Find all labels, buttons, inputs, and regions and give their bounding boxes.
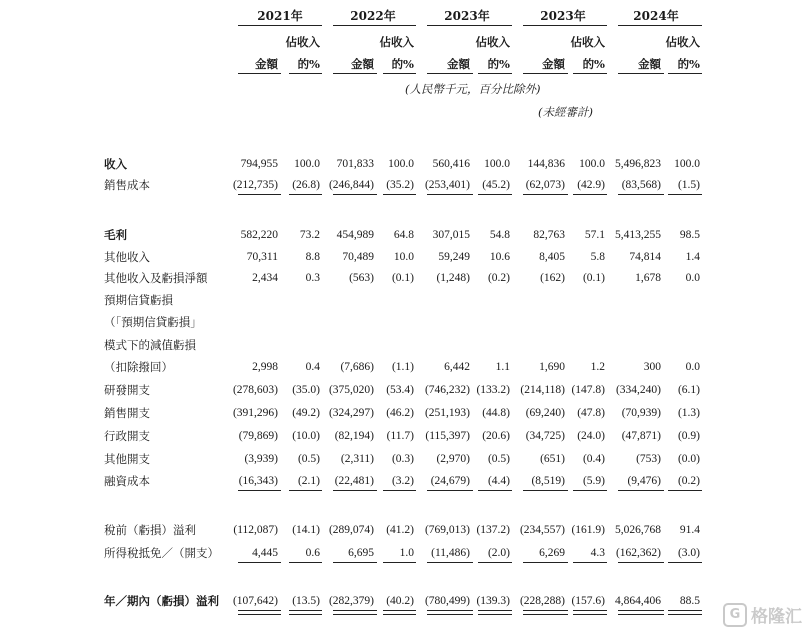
year-underline (238, 25, 322, 26)
table-cell: (651) (540, 453, 565, 465)
amount-header: 金額 (638, 57, 661, 71)
subtotal-line (478, 562, 512, 563)
subtotal-line (573, 562, 607, 563)
pct-of-revenue-header: 的% (391, 57, 414, 71)
table-cell: (5.9) (582, 475, 605, 487)
table-cell: (34,725) (525, 430, 565, 442)
table-cell: (746,232) (424, 384, 470, 396)
table-cell: (45.2) (482, 179, 510, 191)
table-cell: (82,194) (334, 430, 374, 442)
table-cell: (79,869) (238, 430, 278, 442)
table-cell: (162,362) (615, 547, 661, 559)
table-cell: (107,642) (232, 595, 278, 607)
subtotal-line (383, 562, 416, 563)
table-cell: (6.1) (677, 384, 700, 396)
table-cell: (162) (540, 272, 565, 284)
table-cell: 0.0 (685, 361, 700, 373)
table-cell: 1.4 (685, 251, 700, 263)
row-label: 其他開支 (104, 452, 150, 466)
table-cell: (0.5) (297, 453, 320, 465)
pct-header-underline (383, 73, 416, 74)
table-cell: (10.0) (292, 430, 320, 442)
table-cell: 4,864,406 (615, 595, 661, 607)
table-cell: 88.5 (679, 595, 700, 607)
pct-of-revenue-header: 佔收入 (379, 35, 414, 49)
row-label: 融資成本 (104, 474, 150, 488)
table-cell: 100.0 (294, 158, 320, 170)
table-cell: 1.2 (590, 361, 605, 373)
row-label: 毛利 (104, 228, 127, 242)
table-cell: (47,871) (621, 430, 661, 442)
row-label: 銷售開支 (104, 406, 150, 420)
year-label: 2024年 (633, 9, 679, 23)
table-cell: 100.0 (579, 158, 605, 170)
year-label: 2023年 (540, 9, 586, 23)
table-cell: 5.8 (590, 251, 605, 263)
table-cell: (70,939) (621, 407, 661, 419)
table-cell: (391,296) (232, 407, 278, 419)
subtotal-line (478, 490, 512, 491)
amount-header: 金額 (351, 57, 374, 71)
total-double-line (478, 610, 512, 615)
subtotal-line (289, 490, 322, 491)
subtotal-line (238, 490, 281, 491)
row-label: 收入 (104, 157, 127, 171)
table-cell: (1.1) (391, 361, 414, 373)
total-double-line (427, 610, 473, 615)
subtotal-line (333, 194, 377, 195)
amount-header-underline (238, 73, 281, 74)
subtotal-line (383, 194, 416, 195)
pct-of-revenue-header: 的% (487, 57, 510, 71)
table-cell: (334,240) (615, 384, 661, 396)
table-cell: 73.2 (299, 229, 320, 241)
gelonghui-logo-icon: G (723, 603, 747, 627)
table-cell: (212,735) (232, 179, 278, 191)
pct-of-revenue-header: 佔收入 (570, 35, 605, 49)
table-cell: (11,486) (431, 547, 470, 559)
row-label: （扣除撥回） (104, 360, 173, 374)
table-cell: 5,413,255 (615, 229, 661, 241)
subtotal-line (427, 562, 473, 563)
total-double-line (573, 610, 607, 615)
subtotal-line (523, 194, 568, 195)
table-cell: 57.1 (584, 229, 605, 241)
table-cell: (780,499) (424, 595, 470, 607)
table-cell: (9,476) (627, 475, 661, 487)
table-cell: 0.6 (305, 547, 320, 559)
table-cell: (563) (349, 272, 374, 284)
table-cell: (49.2) (292, 407, 320, 419)
row-label: 其他收入及虧損淨額 (104, 271, 208, 285)
total-double-line (383, 610, 416, 615)
table-cell: (47.8) (577, 407, 605, 419)
table-cell: (3.0) (677, 547, 700, 559)
table-cell: (133.2) (476, 384, 510, 396)
table-cell: (278,603) (232, 384, 278, 396)
row-label: 行政開支 (104, 429, 150, 443)
subtotal-line (427, 490, 473, 491)
year-underline (618, 25, 702, 26)
table-cell: 0.3 (305, 272, 320, 284)
table-cell: (137.2) (476, 524, 510, 536)
table-cell: (375,020) (328, 384, 374, 396)
table-cell: (46.2) (386, 407, 414, 419)
table-cell: 100.0 (674, 158, 700, 170)
table-cell: (251,193) (424, 407, 470, 419)
table-cell: 64.8 (393, 229, 414, 241)
table-cell: 701,833 (336, 158, 374, 170)
table-cell: (4.4) (487, 475, 510, 487)
table-cell: 5,026,768 (615, 524, 661, 536)
table-cell: (0.1) (582, 272, 605, 284)
table-cell: (26.8) (292, 179, 320, 191)
table-cell: (282,379) (328, 595, 374, 607)
table-cell: (1.5) (677, 179, 700, 191)
row-label: 稅前（虧損）溢利 (104, 523, 196, 537)
table-cell: (1.3) (677, 407, 700, 419)
table-cell: (2,311) (340, 453, 374, 465)
table-cell: (40.2) (386, 595, 414, 607)
table-cell: (115,397) (425, 430, 470, 442)
table-cell: (0.2) (487, 272, 510, 284)
subtotal-line (238, 194, 281, 195)
table-cell: 794,955 (240, 158, 278, 170)
amount-header-underline (523, 73, 568, 74)
table-cell: 4.3 (590, 547, 605, 559)
table-cell: 1,690 (539, 361, 565, 373)
total-double-line (668, 610, 702, 615)
table-cell: (35.2) (386, 179, 414, 191)
table-cell: (2.0) (487, 547, 510, 559)
table-cell: (147.8) (571, 384, 605, 396)
table-cell: 6,442 (444, 361, 470, 373)
table-cell: (62,073) (525, 179, 565, 191)
table-cell: (753) (636, 453, 661, 465)
table-cell: 59,249 (438, 251, 470, 263)
amount-header: 金額 (255, 57, 278, 71)
pct-header-underline (289, 73, 322, 74)
table-cell: (2.1) (297, 475, 320, 487)
table-cell: (22,481) (334, 475, 374, 487)
total-double-line (238, 610, 281, 615)
table-cell: (0.2) (677, 475, 700, 487)
row-label: 研發開支 (104, 383, 150, 397)
table-cell: (16,343) (238, 475, 278, 487)
pct-of-revenue-header: 佔收入 (285, 35, 320, 49)
table-cell: 8,405 (539, 251, 565, 263)
table-cell: (7,686) (340, 361, 374, 373)
subtotal-line (238, 562, 281, 563)
subtotal-line (668, 562, 702, 563)
table-cell: 74,814 (629, 251, 661, 263)
row-label: 其他收入 (104, 250, 150, 264)
table-cell: (214,118) (520, 384, 565, 396)
pct-of-revenue-header: 的% (582, 57, 605, 71)
watermark-text: 格隆汇 (751, 607, 802, 627)
row-label: 年／期內（虧損）溢利 (104, 594, 219, 608)
table-cell: 0.4 (305, 361, 320, 373)
table-cell: (35.0) (292, 384, 320, 396)
year-label: 2023年 (444, 9, 490, 23)
total-double-line (289, 610, 322, 615)
table-cell: (20.6) (482, 430, 510, 442)
pct-header-underline (668, 73, 702, 74)
subtotal-line (383, 490, 416, 491)
subtotal-line (573, 194, 607, 195)
table-cell: 6,695 (348, 547, 374, 559)
subtotal-line (289, 194, 322, 195)
year-underline (523, 25, 607, 26)
row-label: 預期信貸虧損 (104, 293, 173, 307)
table-cell: 70,489 (342, 251, 374, 263)
year-underline (333, 25, 416, 26)
subtotal-line (427, 194, 473, 195)
table-cell: (112,087) (233, 524, 278, 536)
total-double-line (618, 610, 664, 615)
table-cell: (42.9) (577, 179, 605, 191)
table-cell: (24.0) (577, 430, 605, 442)
table-cell: (83,568) (621, 179, 661, 191)
subtotal-line (523, 562, 568, 563)
pct-of-revenue-header: 的% (297, 57, 320, 71)
table-cell: 10.0 (393, 251, 414, 263)
year-underline (427, 25, 512, 26)
pct-header-underline (573, 73, 607, 74)
table-cell: 144,836 (527, 158, 565, 170)
subtotal-line (523, 490, 568, 491)
table-cell: (44.8) (482, 407, 510, 419)
table-cell: 4,445 (252, 547, 278, 559)
table-cell: (253,401) (424, 179, 470, 191)
table-cell: (14.1) (292, 524, 320, 536)
table-cell: 82,763 (533, 229, 565, 241)
table-cell: 2,434 (252, 272, 278, 284)
year-label: 2022年 (350, 9, 396, 23)
watermark (723, 602, 802, 627)
amount-header-underline (427, 73, 473, 74)
table-cell: (1,248) (436, 272, 470, 284)
table-cell: (246,844) (328, 179, 374, 191)
unit-note: (人民幣千元，百分比除外) (405, 82, 541, 96)
table-cell: (228,288) (519, 595, 565, 607)
table-cell: 5,496,823 (615, 158, 661, 170)
table-cell: (0.5) (487, 453, 510, 465)
table-cell: (234,557) (519, 524, 565, 536)
table-cell: 70,311 (246, 251, 278, 263)
table-cell: (8,519) (531, 475, 565, 487)
subtotal-line (618, 562, 664, 563)
pct-of-revenue-header: 的% (677, 57, 700, 71)
row-label: 銷售成本 (104, 178, 150, 192)
table-cell: 100.0 (484, 158, 510, 170)
table-cell: (53.4) (386, 384, 414, 396)
table-cell: (2,970) (436, 453, 470, 465)
row-label: 所得稅抵免／（開支） (104, 546, 219, 560)
table-cell: (69,240) (525, 407, 565, 419)
unaudited-note: (未經審計) (538, 105, 593, 119)
amount-header-underline (333, 73, 377, 74)
total-double-line (333, 610, 377, 615)
table-cell: 300 (643, 361, 661, 373)
pct-header-underline (478, 73, 512, 74)
subtotal-line (289, 562, 322, 563)
table-cell: (11.7) (386, 430, 414, 442)
table-cell: 582,220 (240, 229, 278, 241)
table-cell: 8.8 (305, 251, 320, 263)
table-cell: 1.0 (399, 547, 414, 559)
year-label: 2021年 (257, 9, 303, 23)
table-cell: (769,013) (424, 524, 470, 536)
table-cell: (24,679) (430, 475, 470, 487)
table-cell: 91.4 (679, 524, 700, 536)
table-cell: 560,416 (432, 158, 470, 170)
table-cell: (324,297) (328, 407, 374, 419)
subtotal-line (333, 490, 377, 491)
table-cell: 10.6 (489, 251, 510, 263)
row-label: 模式下的減值虧損 (104, 338, 196, 352)
table-cell: 100.0 (388, 158, 414, 170)
table-cell: (0.9) (677, 430, 700, 442)
table-cell: 1,678 (635, 272, 661, 284)
table-cell: 1.1 (495, 361, 510, 373)
amount-header: 金額 (447, 57, 470, 71)
table-cell: (157.6) (571, 595, 605, 607)
table-cell: (289,074) (328, 524, 374, 536)
amount-header: 金額 (542, 57, 565, 71)
table-cell: (0.3) (391, 453, 414, 465)
table-cell: (41.2) (386, 524, 414, 536)
total-double-line (523, 610, 568, 615)
table-cell: 6,269 (539, 547, 565, 559)
pct-of-revenue-header: 佔收入 (475, 35, 510, 49)
table-cell: (0.1) (391, 272, 414, 284)
subtotal-line (478, 194, 512, 195)
subtotal-line (618, 490, 664, 491)
table-cell: (13.5) (292, 595, 320, 607)
table-cell: (0.4) (582, 453, 605, 465)
pct-of-revenue-header: 佔收入 (665, 35, 700, 49)
table-cell: (161.9) (571, 524, 605, 536)
subtotal-line (333, 562, 377, 563)
subtotal-line (668, 490, 702, 491)
table-cell: 2,998 (252, 361, 278, 373)
table-cell: (3,939) (244, 453, 278, 465)
table-cell: 98.5 (679, 229, 700, 241)
table-cell: 54.8 (489, 229, 510, 241)
table-cell: 0.0 (685, 272, 700, 284)
table-cell: 307,015 (432, 229, 470, 241)
table-cell: (3.2) (391, 475, 414, 487)
amount-header-underline (618, 73, 664, 74)
table-cell: (139.3) (476, 595, 510, 607)
row-label: （「預期信貸虧損」 (104, 315, 202, 329)
subtotal-line (573, 490, 607, 491)
subtotal-line (668, 194, 702, 195)
subtotal-line (618, 194, 664, 195)
table-cell: 454,989 (336, 229, 374, 241)
table-cell: (0.0) (677, 453, 700, 465)
